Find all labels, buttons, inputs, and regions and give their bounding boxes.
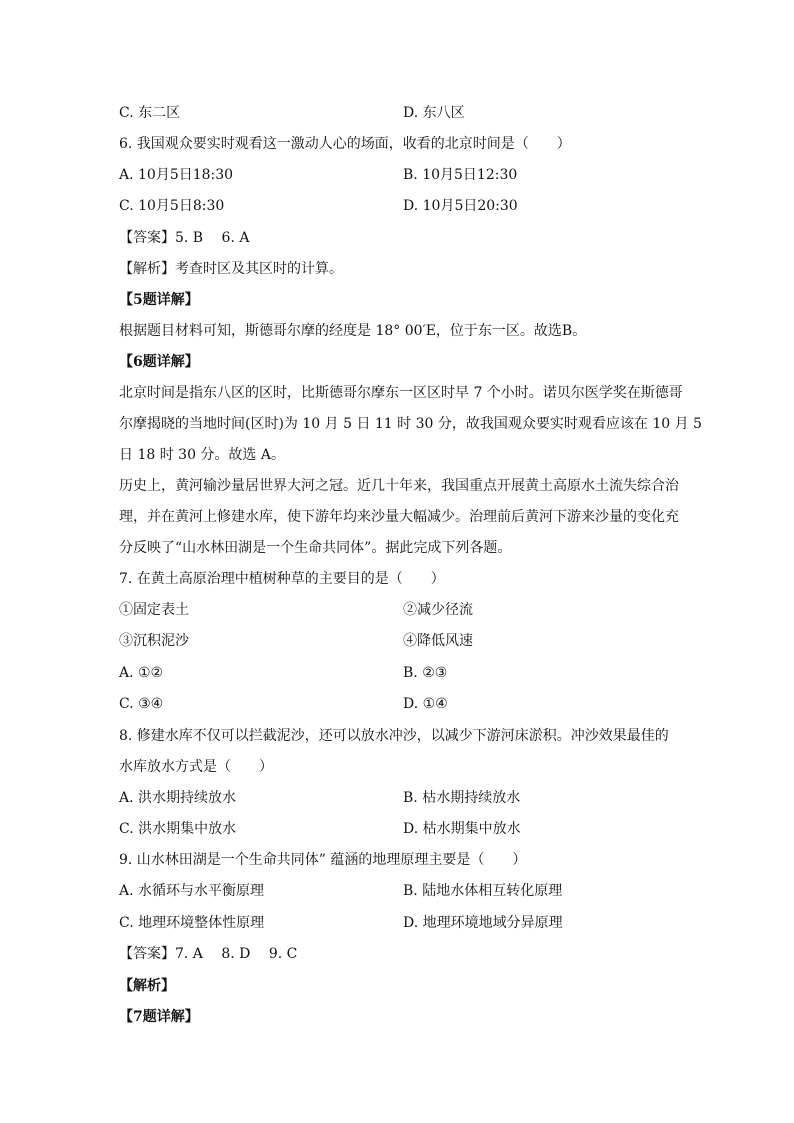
q7-item-3: ③沉积泥沙 [119,633,189,649]
q6-option-c: C. 10月5日8:30 [119,198,225,214]
q7-item-1: ①固定表土 [119,602,189,618]
q9-option-a: A. 水循环与水平衡原理 [119,883,265,899]
q7-option-d: D. ①④ [403,696,448,712]
material-line-2: 理，并在黄河上修建水库，使下游年均来沙量大幅减少。治理前后黄河下游来沙量的变化充 [119,509,679,525]
answer-7-9: 【答案】7. A 8. D 9. C [119,946,298,962]
q7-option-b: B. ②③ [403,665,448,681]
q9-option-b: B. 陆地水体相互转化原理 [403,883,563,899]
analysis-5-6: 【解析】考查时区及其区时的计算。 [119,261,343,277]
q8-option-d: D. 枯水期集中放水 [403,821,521,837]
q6-option-a: A. 10月5日18:30 [119,167,234,183]
question-8-line-2: 水库放水方式是（ ） [119,759,273,775]
q7-option-c: C. ③④ [119,696,164,712]
material-line-3: 分反映了“山水林田湖是一个生命共同体”。据此完成下列各题。 [119,540,512,556]
heading-6-detail: 【6题详解】 [119,354,199,370]
heading-5-detail: 【5题详解】 [119,292,199,308]
q6-option-d: D. 10月5日20:30 [403,198,518,214]
q5-option-d: D. 东八区 [403,105,465,121]
answer-5-6: 【答案】5. B 6. A [119,230,250,246]
q7-option-a: A. ①② [119,665,164,681]
q8-option-b: B. 枯水期持续放水 [403,790,521,806]
para-5-detail: 根据题目材料可知，斯德哥尔摩的经度是 18° 00′E，位于东一区。故选B。 [119,323,587,339]
q7-item-4: ④降低风速 [403,633,473,649]
q7-item-2: ②减少径流 [403,602,473,618]
heading-7-detail: 【7题详解】 [119,1009,199,1025]
q9-option-d: D. 地理环境地域分异原理 [403,915,563,931]
question-6: 6. 我国观众要实时观看这一激动人心的场面，收看的北京时间是（ ） [119,136,571,152]
q6-option-b: B. 10月5日12:30 [403,167,518,183]
para-6-line-1: 北京时间是指东八区的区时，比斯德哥尔摩东一区区时早 7 个小时。诺贝尔医学奖在斯德哥 [119,385,683,401]
q8-option-c: C. 洪水期集中放水 [119,821,237,837]
analysis-7-9: 【解析】 [119,978,175,994]
question-7: 7. 在黄土高原治理中植树种草的主要目的是（ ） [119,571,445,587]
para-6-line-3: 日 18 时 30 分。故选 A。 [119,447,285,463]
q8-option-a: A. 洪水期持续放水 [119,790,237,806]
material-line-1: 历史上，黄河输沙量居世界大河之冠。近几十年来，我国重点开展黄土高原水土流失综合治 [119,478,679,494]
question-8-line-1: 8. 修建水库不仅可以拦截泥沙，还可以放水冲沙，以减少下游河床淤积。冲沙效果最佳的 [119,728,669,744]
q5-option-c: C. 东二区 [119,105,181,121]
q9-option-c: C. 地理环境整体性原理 [119,915,265,931]
question-9: 9. 山水林田湖是一个生命共同体” 蕴涵的地理原理主要是（ ） [119,852,527,868]
para-6-line-2: 尔摩揭晓的当地时间(区时)为 10 月 5 日 11 时 30 分，故我国观众要实时观看应该在 10 月 5 [119,416,702,432]
